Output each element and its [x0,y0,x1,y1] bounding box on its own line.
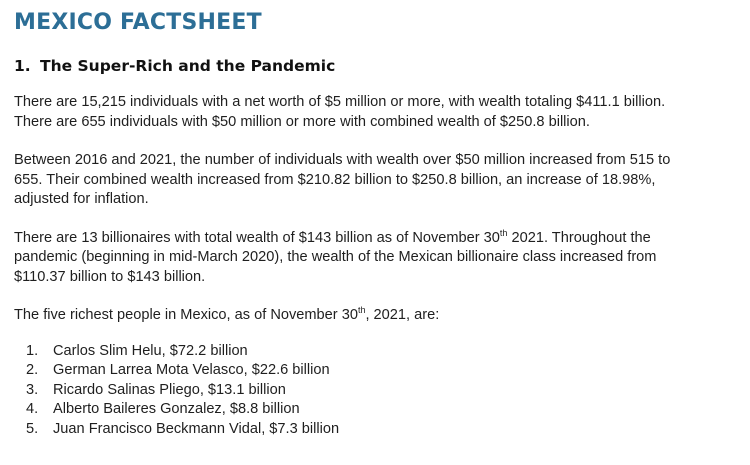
ordinal-suffix: th [357,305,366,315]
list-item [14,361,738,381]
list-item [14,420,738,440]
factsheet-page [14,0,738,439]
paragraph-line: $110.37 billion to $143 billion. [14,268,206,285]
paragraph-line: There are 15,215 individuals with a net worth of $5 million or more, with wealth totaling $411.1 billion. [14,94,666,110]
page-title: MEXICO FACTSHEET [14,10,262,35]
ordinal-suffix: th [499,227,508,238]
list-index: 5. [26,420,39,437]
paragraph-richest-intro [14,306,738,326]
list-text: Ricardo Salinas Pliego, $13.1 billion [53,381,286,398]
list-text: Carlos Slim Helu, $72.2 billion [53,342,248,359]
paragraph-billionaires [14,229,738,288]
list-text: Juan Francisco Beckmann Vidal, $7.3 billion [53,420,340,437]
paragraph-line: adjusted for inflation. [14,191,149,207]
paragraph-line: pandemic (beginning in mid-March 2020), the wealth of the Mexican billionaire class increased from [14,249,657,265]
list-item [14,381,738,401]
section-heading [14,56,738,76]
section-title: The Super-Rich and the Pandemic [40,57,336,75]
paragraph-line: , 2021, are: [365,307,440,323]
section-number: 1. [14,57,31,75]
list-text: German Larrea Mota Velasco, $22.6 billion [53,362,330,379]
paragraph-line: 2021. Throughout the [507,229,651,246]
paragraph-line: Between 2016 and 2021, the number of individuals with wealth over $50 million increased from 515 to [14,152,671,168]
paragraph-net-worth [14,93,738,132]
paragraph-line: There are 13 billionaires with total wealth of $143 billion as of November 30 [14,229,500,246]
list-item [14,342,738,362]
paragraph-line: The five richest people in Mexico, as of November 30 [14,307,358,323]
paragraph-line: 655. Their combined wealth increased from $210.82 billion to $250.8 billion, an increase of 18.98%, [14,171,656,188]
paragraph-growth [14,151,738,210]
list-index: 2. [26,362,39,379]
list-index: 1. [26,342,39,359]
richest-list [14,342,738,440]
paragraph-line: There are 655 individuals with $50 million or more with combined wealth of $250.8 billion. [14,113,590,130]
list-text: Alberto Baileres Gonzalez, $8.8 billion [53,401,300,418]
list-index: 3. [26,381,39,398]
list-item [14,400,738,420]
list-index: 4. [26,401,39,418]
